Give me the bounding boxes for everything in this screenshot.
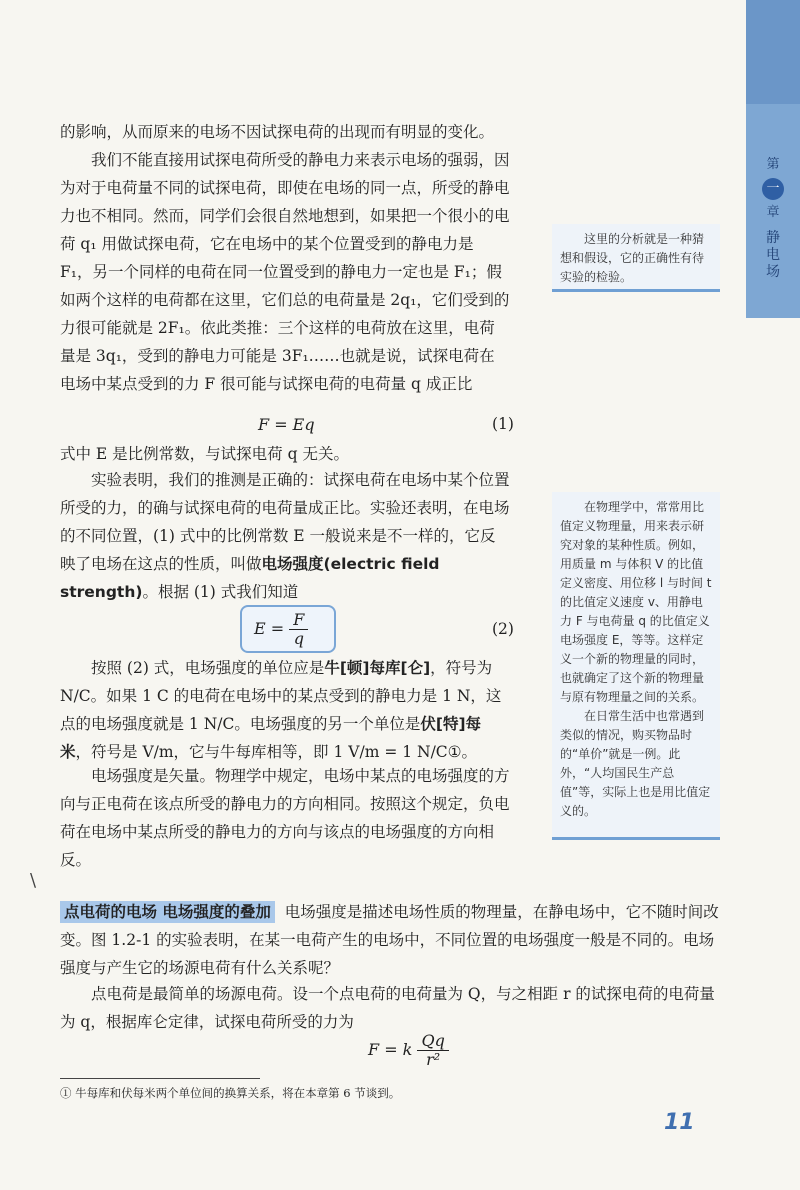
paragraph-4-text-a: 实验表明，我们的推测是正确的：试探电荷在电场中某个位置所受的力，的确与试探电荷的电荷量成正比。实验还表明，在电场的不同位置，(1) 式中的比例常数 E 一般说来是不一样的，它反映了电场在这点的性质，叫做 [60, 471, 510, 573]
equation-1: F = Eq [258, 415, 315, 434]
unit-newton-per-coulomb: 牛[顿]每库[仑] [324, 659, 431, 677]
section-heading: 点电荷的电场 电场强度的叠加 [60, 901, 275, 923]
paragraph-1: 的影响，从而原来的电场不因试探电荷的出现而有明显的变化。 [60, 123, 495, 141]
margin-note-1-text: 这里的分析就是一种猜想和假设，它的正确性有待实验的检验。 [560, 232, 705, 284]
equation-2 [254, 611, 308, 648]
equation-3 [368, 1032, 449, 1069]
paragraph-2: 我们不能直接用试探电荷所受的静电力来表示电场的强弱，因为对于电荷量不同的试探电荷，即使在电场的同一点，所受的静电力也不相同。然而，同学们会很自然地想到，如果把一个很小的电荷 q₁ 用做试探电荷，它在电场中的某个位置受到的静电力是 F₁，另一个同样的电荷在同一位置受到的静电力一定也是 F₁；假如两个这样的电荷都在这里，它们总的电荷量是 2q₁，它们受到的力很可能就是 2F₁。依此类推：三个这样的电荷放在这里，电荷量是 3q₁，受到的静电力可能是 3F₁……也就是说，试探电荷在电场中某点受到的力 F 很可能与试探电荷的电荷量 q 成正比 [60, 151, 510, 393]
chapter-prefix: 第 [766, 157, 780, 172]
page-number: 11 [664, 1110, 695, 1135]
paragraph-7-text: 电场强度是描述电场性质的物理量，在静电场中，它不随时间改变。图 1.2-1 的实验表明，在某一电荷产生的电场中，不同位置的电场强度一般是不同的。电场强度与产生它的场源电荷有什么关系呢？ [60, 903, 719, 977]
paragraph-7 [60, 898, 720, 982]
chapter-tab-top [746, 0, 800, 104]
equation-2-denominator: q [293, 629, 304, 648]
paragraph-5-text-e: ，符号是 V/m，它与牛每库相等，即 1 V/m = 1 N/C①。 [75, 743, 478, 761]
paragraph-3: 式中 E 是比例常数，与试探电荷 q 无关。 [60, 445, 349, 463]
footnote: ① 牛每库和伏每米两个单位间的换算关系，将在本章第 6 节谈到。 [60, 1086, 401, 1100]
chapter-suffix: 章 [766, 205, 780, 221]
equation-3-left: F = k [368, 1040, 413, 1059]
chapter-number: 一 [762, 178, 784, 200]
footnote-divider [60, 1078, 260, 1079]
equation-2-number: (2) [492, 620, 514, 638]
term-electric-field-strength: 电场强度(electric field strength) [60, 555, 440, 601]
paragraph-6: 电场强度是矢量。物理学中规定，电场中某点的电场强度的方向与正电荷在该点所受的静电力的方向相同。按照这个规定，负电荷在电场中某点所受的静电力的方向与该点的电场强度的方向相反。 [60, 767, 510, 869]
margin-note-2-text-a: 在物理学中，常常用比值定义物理量，用来表示研究对象的某种性质。例如，用质量 m 与体积 V 的比值定义密度、用位移 l 与时间 t 的比值定义速度 v、用静电力 F 与电荷量 q 的比值定义电场强度 E，等等。这样定义一个新的物理量的同时，也就确定了这个新的物理量与原有物理量之间的关系。 [560, 500, 712, 704]
unit-volt-per-meter: 伏[特]每米 [60, 715, 482, 761]
paragraph-5-text-c: ，符号为 N/C。如果 1 C 的电荷在电场中的某点受到的静电力是 1 N，这点的电场强度就是 1 N/C。电场强度的另一个单位是 [60, 659, 502, 733]
chapter-name: 静电场 [766, 230, 780, 280]
chapter-label [760, 156, 786, 281]
equation-2-numerator: F [289, 611, 308, 630]
margin-note-2-text-b: 在日常生活中也常遇到类似的情况，购买物品时的“单价”就是一例。此外，“人均国民生产总值”等，实际上也是用比值定义的。 [560, 709, 711, 818]
equation-3-fraction [417, 1032, 448, 1069]
margin-mark: \ [30, 870, 37, 891]
equation-1-number: (1) [492, 415, 514, 433]
paragraph-5 [60, 654, 510, 766]
paragraph-4-text-c: 。根据 (1) 式我们知道 [142, 583, 299, 601]
margin-note-ratio-definition [552, 492, 720, 840]
paragraph-4 [60, 466, 510, 606]
margin-note-hypothesis [552, 224, 720, 292]
paragraph-8: 点电荷是最简单的场源电荷。设一个点电荷的电荷量为 Q，与之相距 r 的试探电荷的电荷量为 q，根据库仑定律，试探电荷所受的力为 [60, 985, 715, 1031]
equation-3-numerator: Qq [417, 1032, 448, 1051]
paragraph-5-text-a: 按照 (2) 式，电场强度的单位应是 [91, 659, 325, 677]
equation-3-denominator: r² [426, 1050, 441, 1069]
equation-2-fraction [289, 611, 308, 648]
equation-2-left: E = [254, 619, 285, 638]
